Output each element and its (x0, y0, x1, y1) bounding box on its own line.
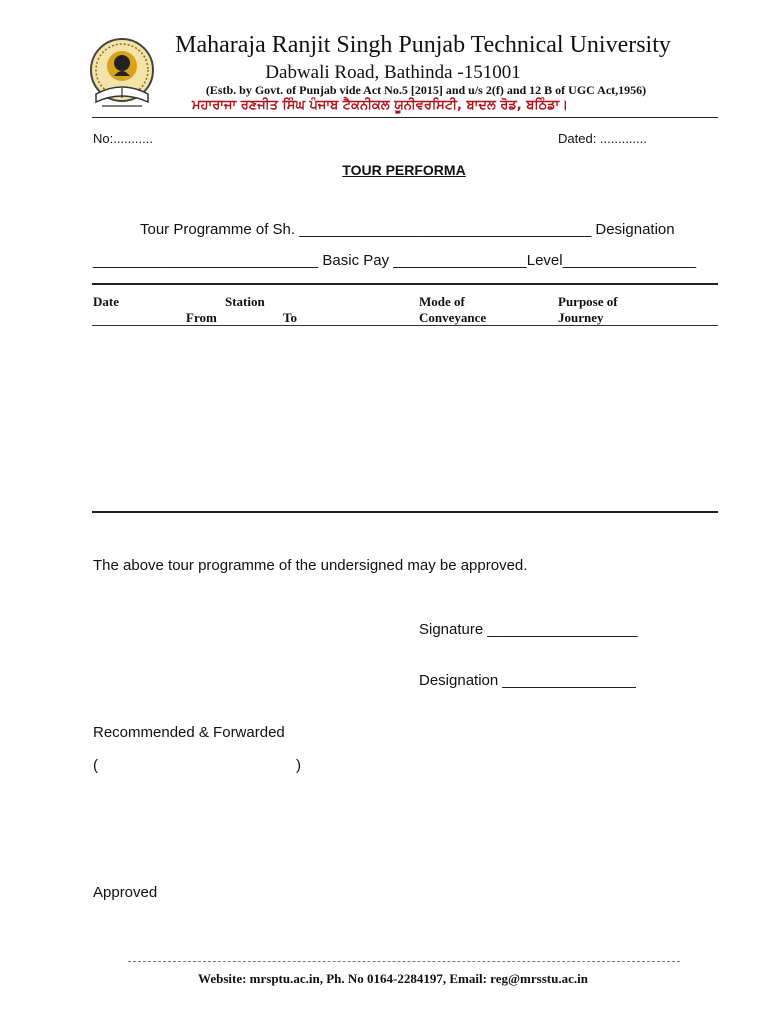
table-top-border (92, 283, 718, 285)
table-entry-area[interactable] (92, 326, 718, 510)
university-logo (88, 36, 156, 114)
establishment-note: (Estb. by Govt. of Punjab vide Act No.5 [2015] and u/s 2(f) and 12 B of UGC Act,1956) (205, 83, 647, 97)
header-divider (92, 117, 718, 118)
university-name-punjabi: ਮਹਾਰਾਜਾ ਰਣਜੀਤ ਸਿੰਘ ਪੰਜਾਬ ਟੈਕਨੀਕਲ ਯੂਨੀਵਰਸਿਟੀ, ਬਾਦਲ ਰੋਡ, ਬਠਿੰਡਾ। (191, 98, 569, 113)
column-header-mode-line-1: Mode of (419, 294, 465, 309)
column-header-mode (419, 294, 486, 326)
university-address: Dabwali Road, Bathinda -151001 (265, 62, 521, 83)
column-header-station: Station (225, 294, 265, 309)
column-header-purpose (558, 294, 618, 326)
recommended-forwarded-label: Recommended & Forwarded (93, 724, 285, 741)
column-header-purpose-line-2: Journey (558, 310, 604, 325)
footer-divider (128, 961, 680, 962)
column-header-purpose-line-1: Purpose of (558, 294, 618, 309)
table-bottom-border (92, 511, 718, 513)
reference-number: No:........... (93, 131, 153, 146)
footer-contact: Website: mrsptu.ac.in, Ph. No 0164-2284197, Email: reg@mrsstu.ac.in (198, 971, 588, 986)
name-bracket-open: ( (93, 757, 98, 774)
designation-line: Designation ________________ (419, 672, 636, 689)
column-header-from: From (186, 310, 217, 325)
reference-date: Dated: ............. (558, 131, 647, 146)
column-header-date: Date (93, 294, 119, 309)
approved-label: Approved (93, 884, 158, 901)
basic-pay-level-line: ___________________________ Basic Pay ________________Level________________ (93, 252, 697, 269)
column-header-to: To (283, 310, 297, 325)
approval-note: The above tour programme of the undersigned may be approved. (93, 557, 528, 574)
signature-line: Signature __________________ (419, 621, 638, 638)
tour-programme-line: Tour Programme of Sh. ___________________________________ Designation (140, 221, 675, 238)
form-title: TOUR PERFORMA (342, 162, 466, 178)
column-header-mode-line-2: Conveyance (419, 310, 487, 325)
name-bracket-close: ) (296, 757, 301, 774)
university-name: Maharaja Ranjit Singh Punjab Technical University (175, 32, 671, 58)
